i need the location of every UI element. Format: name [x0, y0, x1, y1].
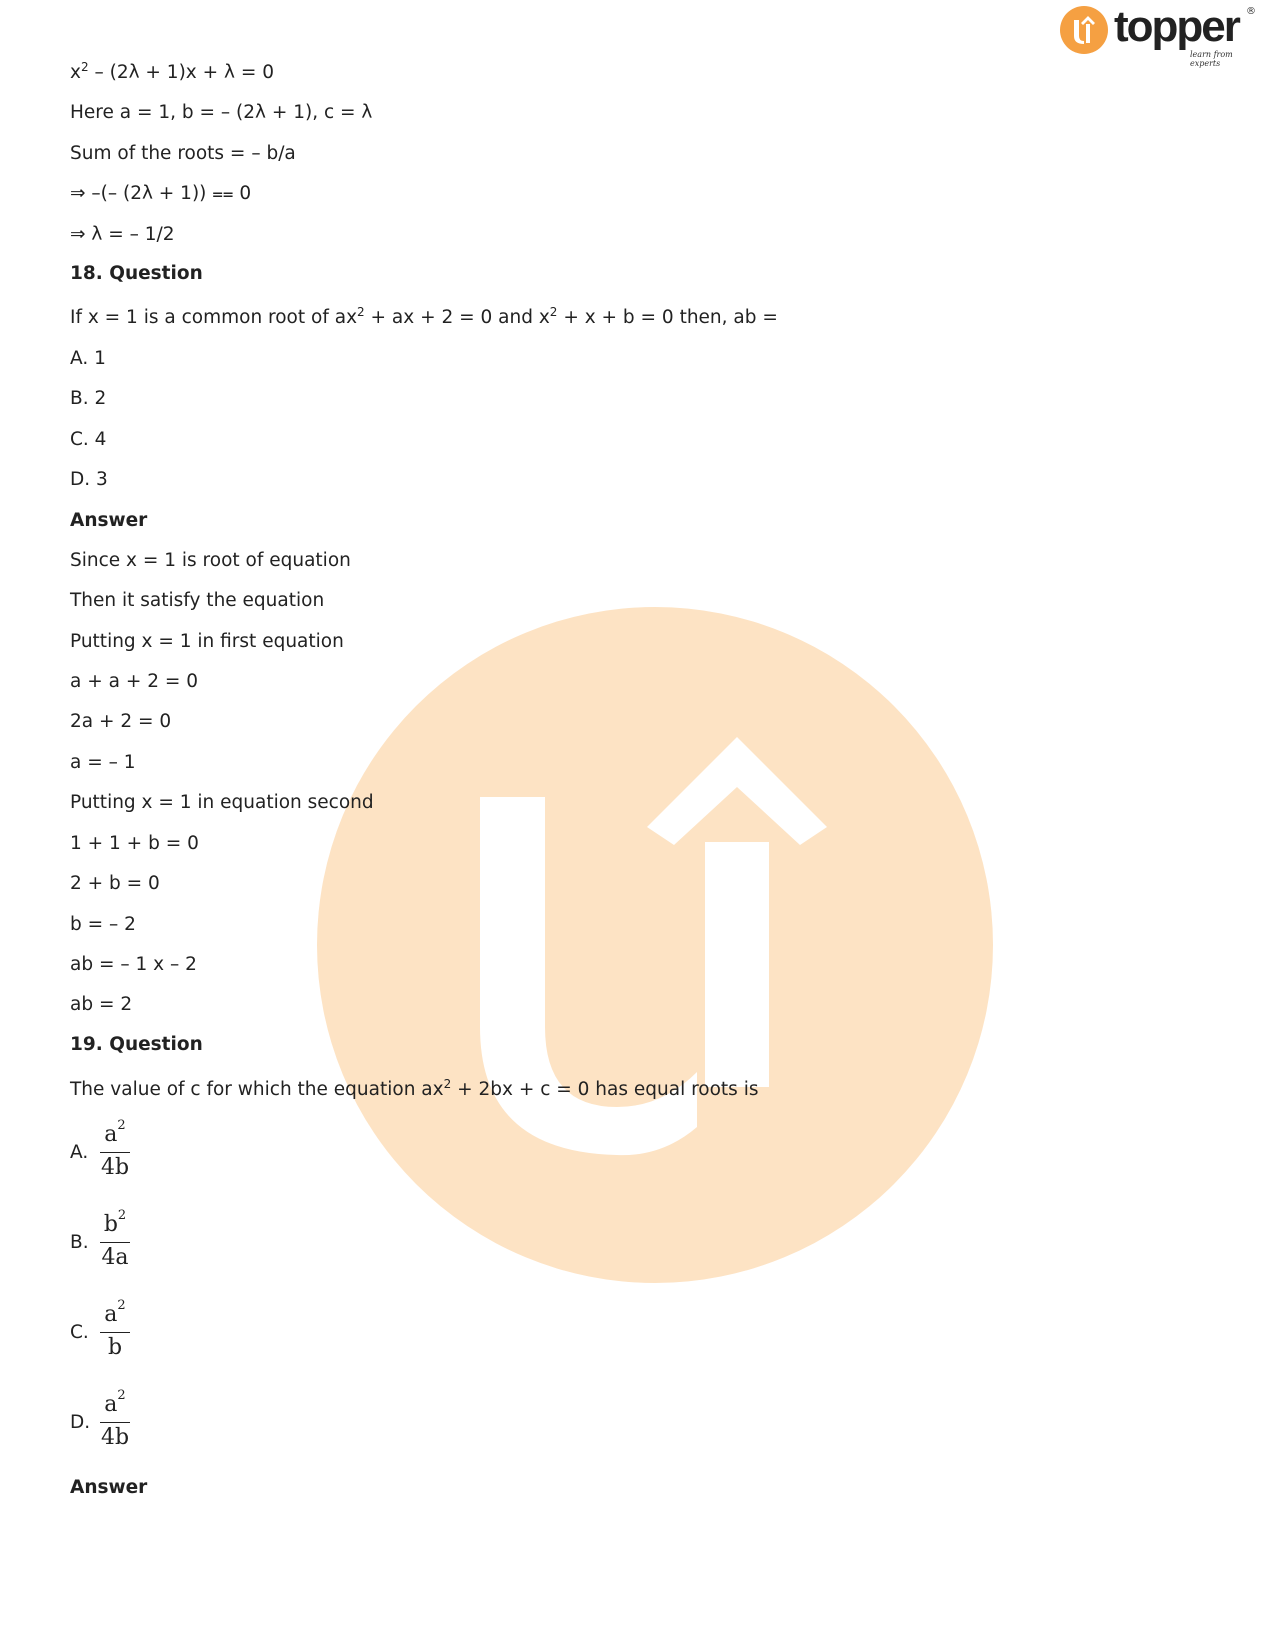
solution-line: Then it satisfy the equation: [70, 590, 325, 611]
denominator: 4a: [101, 1245, 129, 1270]
logo-u-arrow-icon: [1060, 6, 1108, 54]
option-letter: A.: [70, 1142, 89, 1163]
fraction: [100, 1208, 130, 1273]
solution-line: a = – 1: [70, 752, 136, 773]
option-d: D. 3: [70, 469, 108, 490]
watermark-u-arrow-icon: [317, 607, 993, 1283]
option-letter: C.: [70, 1322, 89, 1343]
result-line: ⇒ λ = – 1/2: [70, 224, 175, 245]
denominator: 4b: [100, 1155, 130, 1180]
solution-line: 2a + 2 = 0: [70, 711, 172, 732]
implication-line: ⇒ –(– (2λ + 1)) ⩵ 0: [70, 183, 252, 204]
solution-line: ab = 2: [70, 994, 133, 1015]
logo-tagline: learn from experts: [1190, 50, 1233, 68]
denominator: b: [107, 1335, 123, 1360]
registered-mark: ®: [1246, 6, 1256, 17]
question-18-title: 18. Question: [70, 263, 203, 284]
denominator: 4b: [100, 1425, 130, 1450]
solution-line: 1 + 1 + b = 0: [70, 833, 199, 854]
option-a: A. 1: [70, 348, 106, 369]
option-letter: B.: [70, 1232, 89, 1253]
numerator: b: [103, 1212, 118, 1237]
logo-wordmark: topper: [1114, 2, 1239, 51]
option-c: C. 4: [70, 429, 107, 450]
question-19-text: The value of c for which the equation $ax^2 + 2bx + c = 0$ has equal roots is: [70, 1077, 759, 1100]
equation-line: $x^2 - (2\lambda + 1)x + \lambda = 0$: [70, 60, 274, 83]
brand-logo: [1060, 2, 1265, 68]
exponent: 2: [117, 1208, 127, 1223]
fraction: [100, 1298, 130, 1363]
exponent: 2: [117, 1118, 126, 1133]
solution-line: a + a + 2 = 0: [70, 671, 199, 692]
question-19-title: 19. Question: [70, 1034, 203, 1055]
logo-badge: [1060, 6, 1108, 54]
watermark-logo: [317, 607, 993, 1283]
solution-line: Since x = 1 is root of equation: [70, 550, 351, 571]
numerator: a: [104, 1122, 118, 1147]
solution-line: Putting x = 1 in equation second: [70, 792, 374, 813]
exponent: 2: [117, 1388, 126, 1403]
numerator: a: [104, 1392, 118, 1417]
coefficients-line: Here a = 1, b = – (2λ + 1), c = λ: [70, 102, 373, 123]
option-b: B. 2: [70, 388, 107, 409]
exponent: 2: [117, 1298, 126, 1313]
solution-line: b = – 2: [70, 914, 136, 935]
sum-of-roots-line: Sum of the roots = – b/a: [70, 143, 296, 164]
fraction: [100, 1118, 130, 1183]
solution-line: ab = – 1 x – 2: [70, 954, 197, 975]
question-18-text: If x = 1 is a common root of $ax^2$ + ax + 2 = 0 and $x^2 + x + b = 0$ then, ab =: [70, 305, 778, 328]
solution-line: Putting x = 1 in first equation: [70, 631, 344, 652]
answer-heading: Answer: [70, 1477, 148, 1498]
solution-line: 2 + b = 0: [70, 873, 160, 894]
option-letter: D.: [70, 1412, 91, 1433]
answer-heading: Answer: [70, 510, 148, 531]
numerator: a: [104, 1302, 118, 1327]
fraction: [100, 1388, 130, 1453]
